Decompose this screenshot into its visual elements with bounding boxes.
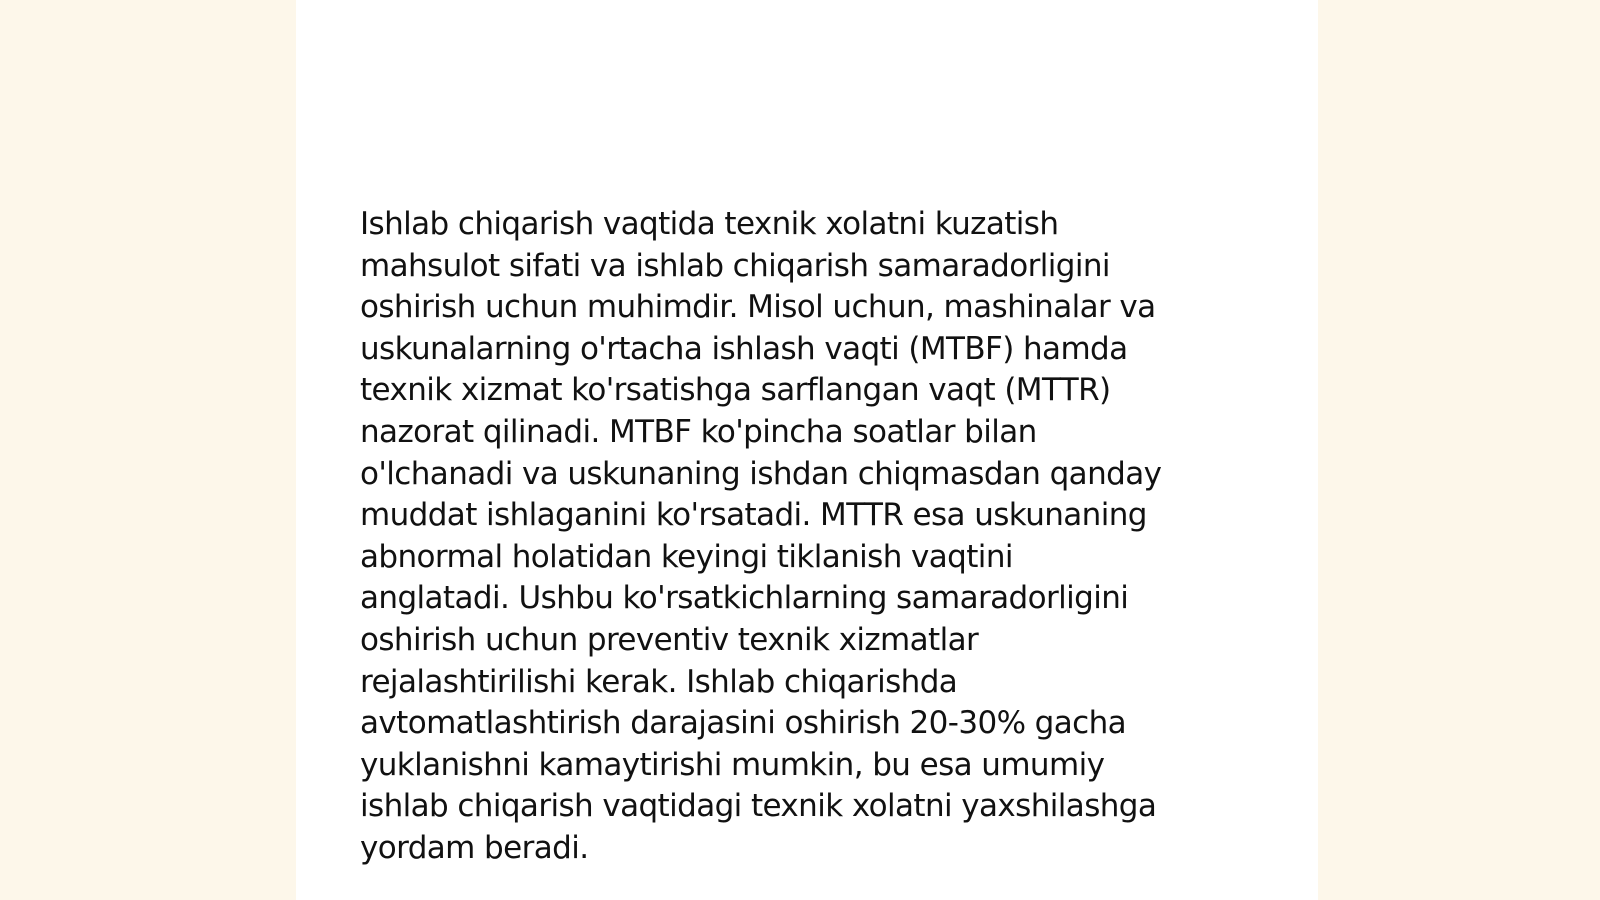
- paragraph-line-1: Ishlab chiqarish vaqtida texnik xolatni kuzatish: [360, 206, 1059, 242]
- paragraph-line-12: rejalashtirilishi kerak. Ishlab chiqarishda: [360, 663, 958, 700]
- paragraph-line-7: o'lchanadi va uskunaning ishdan chiqmasdan qanday: [360, 455, 1162, 492]
- document-page: [296, 0, 1318, 900]
- paragraph-line-16: yordam beradi.: [360, 829, 589, 866]
- paragraph-line-11: oshirish uchun preventiv texnik xizmatlar: [360, 621, 979, 658]
- paragraph-line-14: yuklanishni kamaytirishi mumkin, bu esa umumiy: [360, 746, 1105, 783]
- paragraph-line-15: ishlab chiqarish vaqtidagi texnik xolatni yaxshilashga: [360, 788, 1157, 825]
- body-paragraph: [360, 204, 1260, 870]
- paragraph-line-9: abnormal holatidan keyingi tiklanish vaqtini: [360, 538, 1013, 575]
- paragraph-line-5: texnik xizmat ko'rsatishga sarflangan vaqt (MTTR): [360, 372, 1111, 409]
- paragraph-line-2: mahsulot sifati va ishlab chiqarish samaradorligini: [360, 247, 1110, 284]
- paragraph-line-13: avtomatlashtirish darajasini oshirish 20-30% gacha: [360, 705, 1127, 742]
- paragraph-line-4: uskunalarning o'rtacha ishlash vaqti (MTBF) hamda: [360, 330, 1128, 367]
- paragraph-line-6: nazorat qilinadi. MTBF ko'pincha soatlar bilan: [360, 413, 1037, 450]
- paragraph-line-3: oshirish uchun muhimdir. Misol uchun, mashinalar va: [360, 289, 1156, 326]
- paragraph-line-8: muddat ishlaganini ko'rsatadi. MTTR esa uskunaning: [360, 497, 1147, 534]
- paragraph-line-10: anglatadi. Ushbu ko'rsatkichlarning samaradorligini: [360, 580, 1129, 617]
